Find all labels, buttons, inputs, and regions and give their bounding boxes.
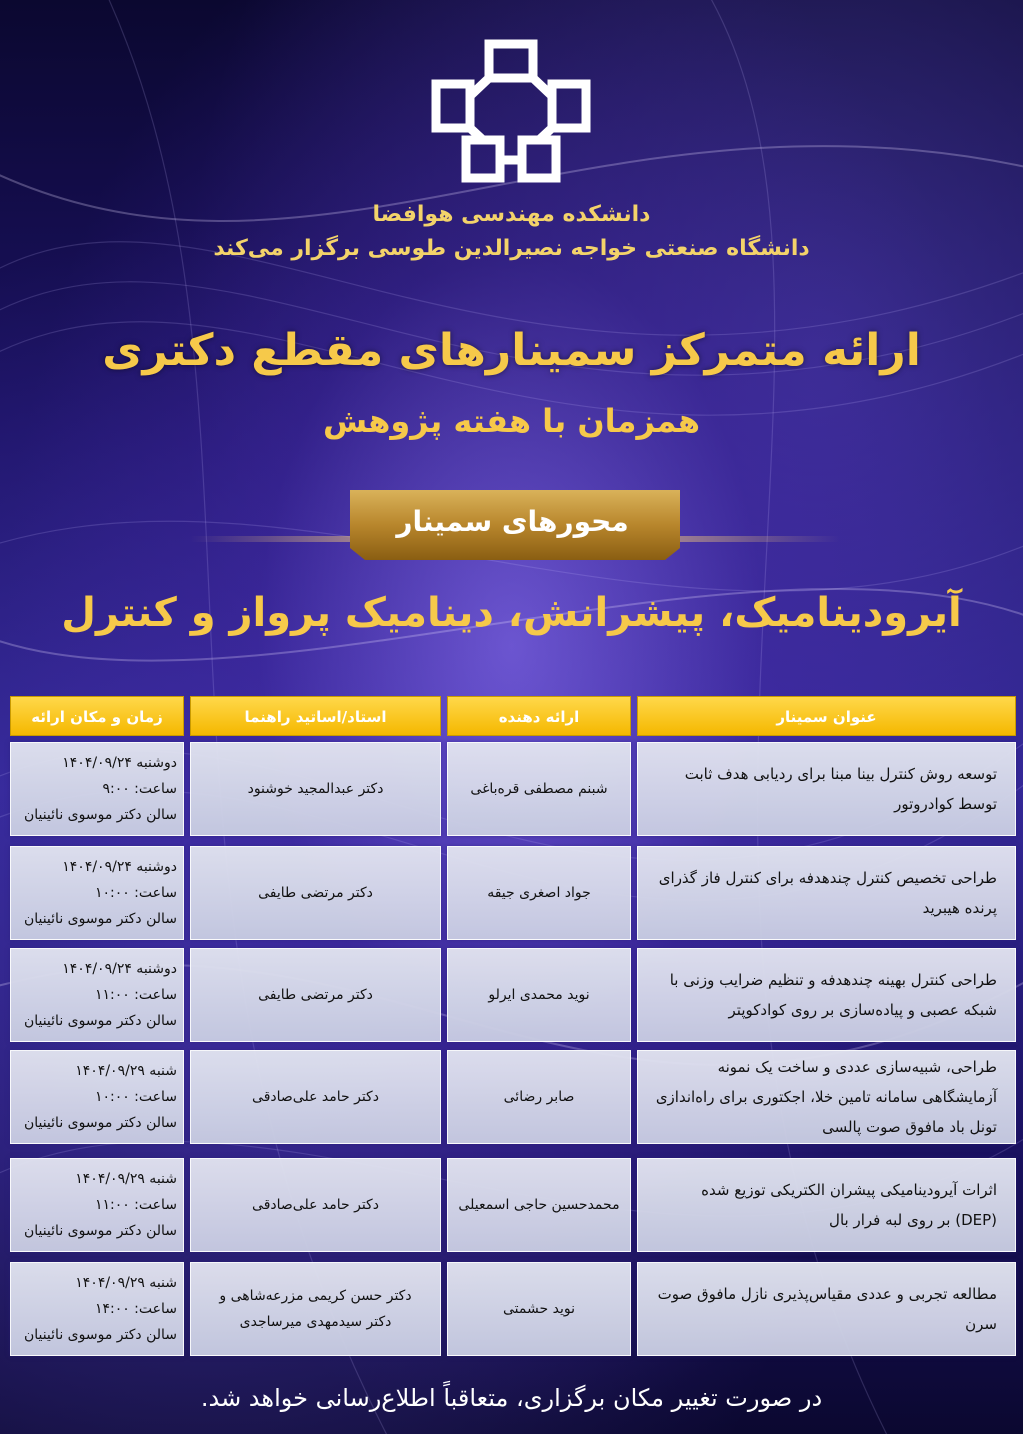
seminar-title-cell <box>637 948 1016 1042</box>
presenter-cell <box>447 1050 631 1144</box>
seminar-title-cell <box>637 1158 1016 1252</box>
seminar-title-line: تونل باد مافوق صوت پالسی <box>822 1118 997 1136</box>
faculty-name: دانشکده مهندسی هوافضا <box>372 202 651 227</box>
presenter-name: جواد اصغری جیقه <box>487 885 591 901</box>
seminar-title-line: (DEP) بر روی لبه فرار بال <box>829 1211 997 1229</box>
seminar-time: ساعت: ۱۰:۰۰ <box>94 885 177 901</box>
seminar-date: شنبه ۱۴۰۴/۰۹/۲۹ <box>75 1063 177 1079</box>
seminar-place: سالن دکتر موسوی نائینیان <box>23 1115 177 1131</box>
seminar-time: ساعت: ۱۱:۰۰ <box>94 987 177 1003</box>
seminar-title-line: توسط کوادروتور <box>894 795 997 813</box>
university-logo <box>426 36 596 186</box>
presenter-cell <box>447 742 631 836</box>
seminar-title-line: شبکه عصبی و پیاده‌سازی بر روی کوادکوپتر <box>728 1001 997 1019</box>
time-place-cell <box>10 846 184 940</box>
time-place-cell <box>10 1262 184 1356</box>
seminar-title-line: طراحی کنترل بهینه چندهدفه و تنظیم ضرایب وزنی با <box>669 971 997 989</box>
presenter-name: محمدحسین حاجی اسمعیلی <box>458 1197 620 1213</box>
seminar-title-line: اثرات آیرودینامیکی پیشران الکتریکی توزیع شده <box>701 1181 997 1199</box>
seminar-topics: آیرودینامیک، پیشرانش، دینامیک پرواز و کنترل <box>61 590 962 636</box>
seminar-title-cell <box>637 742 1016 836</box>
advisor-cell <box>190 948 441 1042</box>
main-title: ارائه متمرکز سمینارهای مقطع دکتری <box>102 325 921 376</box>
presenter-name: صابر رضائی <box>503 1089 575 1105</box>
advisor-name: دکتر مرتضی طایفی <box>258 885 373 901</box>
seminar-title-line: پرنده هیبرید <box>922 899 997 917</box>
seminar-title-line: سرن <box>965 1315 997 1333</box>
seminar-time: ساعت: ۹:۰۰ <box>102 781 177 797</box>
seminar-place: سالن دکتر موسوی نائینیان <box>23 807 177 823</box>
header-presenter: ارائه دهنده <box>447 696 631 736</box>
advisor-cell <box>190 846 441 940</box>
seminar-date: شنبه ۱۴۰۴/۰۹/۲۹ <box>75 1275 177 1291</box>
advisor-name: دکتر حسن کریمی مزرعه‌شاهی و <box>219 1288 412 1304</box>
advisor-name: دکتر مرتضی طایفی <box>258 987 373 1003</box>
advisor-name: دکتر عبدالمجید خوشنود <box>247 781 384 797</box>
seminar-date: دوشنبه ۱۴۰۴/۰۹/۲۴ <box>62 755 177 771</box>
seminar-title-line: آزمایشگاهی سامانه تامین خلا، اجکتوری برای راه‌اندازی <box>655 1088 997 1106</box>
time-place-cell <box>10 742 184 836</box>
seminar-date: دوشنبه ۱۴۰۴/۰۹/۲۴ <box>62 961 177 977</box>
subtitle: همزمان با هفته پژوهش <box>322 402 701 440</box>
advisor-name: دکتر حامد علی‌صادقی <box>252 1197 379 1213</box>
presenter-name: نوید محمدی ایرلو <box>488 987 590 1003</box>
seminar-date: شنبه ۱۴۰۴/۰۹/۲۹ <box>75 1171 177 1187</box>
advisor-name: دکتر سیدمهدی میرساجدی <box>239 1314 392 1330</box>
presenter-name: نوید حشمتی <box>503 1301 575 1317</box>
time-place-cell <box>10 948 184 1042</box>
time-place-cell <box>10 1050 184 1144</box>
seminar-place: سالن دکتر موسوی نائینیان <box>23 911 177 927</box>
seminar-title-cell <box>637 1050 1016 1144</box>
presenter-name: شبنم مصطفی قره‌باغی <box>470 781 608 797</box>
seminar-title-line: مطالعه تجربی و عددی مقیاس‌پذیری نازل مافوق صوت <box>657 1285 997 1303</box>
advisor-cell <box>190 1158 441 1252</box>
footer-note: در صورت تغییر مکان برگزاری، متعاقباً اطلاع‌رسانی خواهد شد. <box>200 1384 823 1412</box>
seminar-title-line: توسعه روش کنترل بینا مبنا برای ردیابی هدف ثابت <box>684 765 997 783</box>
header-advisor: استاد/اساتید راهنما <box>190 696 441 736</box>
seminar-title-cell <box>637 1262 1016 1356</box>
seminar-date: دوشنبه ۱۴۰۴/۰۹/۲۴ <box>62 859 177 875</box>
seminar-title-line: طراحی، شبیه‌سازی عددی و ساخت یک نمونه <box>717 1058 997 1076</box>
header-title: عنوان سمینار <box>637 696 1016 736</box>
seminar-place: سالن دکتر موسوی نائینیان <box>23 1223 177 1239</box>
seminar-time: ساعت: ۱۱:۰۰ <box>94 1197 177 1213</box>
presenter-cell <box>447 948 631 1042</box>
presenter-cell <box>447 1262 631 1356</box>
advisor-cell <box>190 1262 441 1356</box>
presenter-cell <box>447 846 631 940</box>
seminar-place: سالن دکتر موسوی نائینیان <box>23 1327 177 1343</box>
advisor-cell <box>190 1050 441 1144</box>
presenter-cell <box>447 1158 631 1252</box>
university-name: دانشگاه صنعتی خواجه نصیرالدین طوسی برگزار می‌کند <box>213 236 810 261</box>
seminar-time: ساعت: ۱۴:۰۰ <box>94 1301 177 1317</box>
banner-label: محورهای سمینار <box>396 505 629 538</box>
seminar-time: ساعت: ۱۰:۰۰ <box>94 1089 177 1105</box>
seminar-title-cell <box>637 846 1016 940</box>
advisor-name: دکتر حامد علی‌صادقی <box>252 1089 379 1105</box>
seminar-title-line: طراحی تخصیص کنترل چندهدفه برای کنترل فاز گذرای <box>658 869 997 887</box>
time-place-cell <box>10 1158 184 1252</box>
advisor-cell <box>190 742 441 836</box>
seminar-place: سالن دکتر موسوی نائینیان <box>23 1013 177 1029</box>
header-time: زمان و مکان ارائه <box>10 696 184 736</box>
